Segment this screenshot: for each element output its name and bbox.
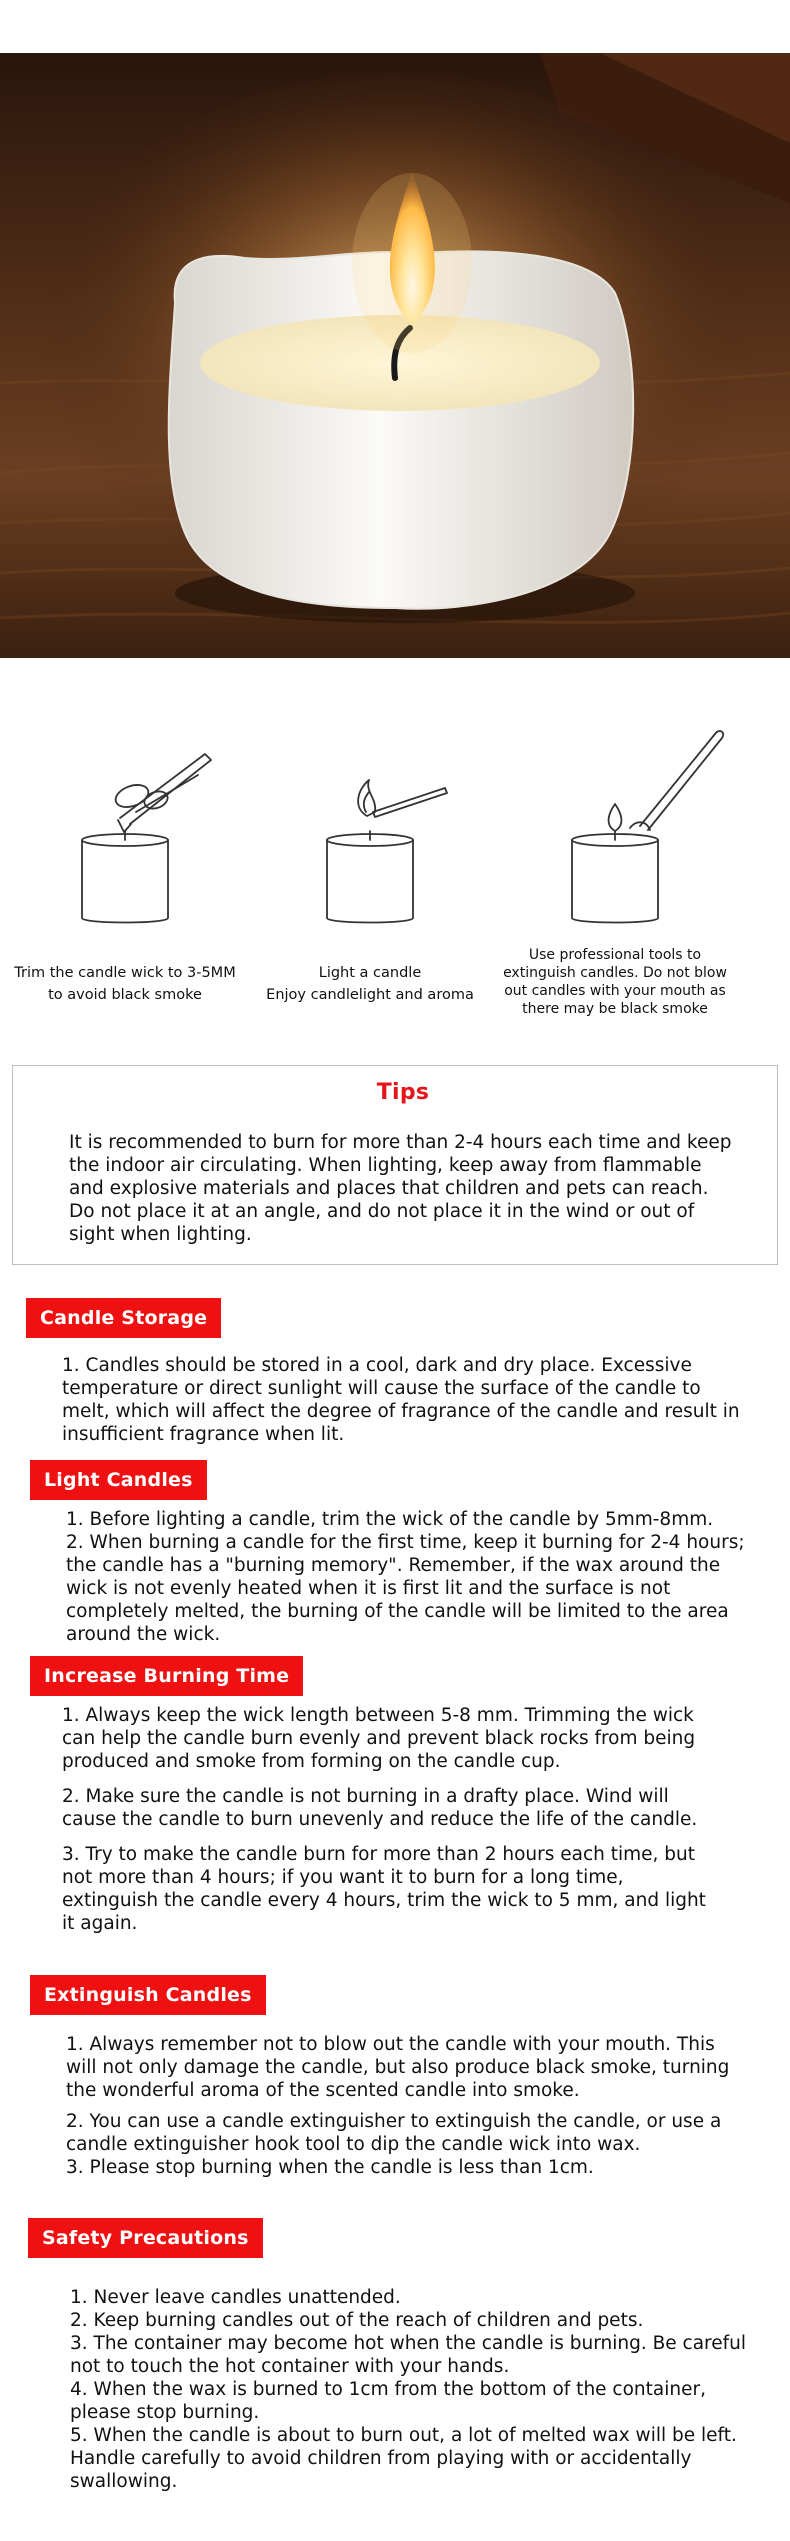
tips-box (12, 1065, 778, 1265)
tool-caption-line: extinguish candles. Do not blow (503, 965, 727, 981)
section-paragraph: 1. Always remember not to blow out the candle with your mouth. This will not only damage the candle, but also produce black smoke, turning the wonderful aroma of the scented candle into smoke. (66, 2034, 730, 2101)
section-candle-storage (0, 1298, 790, 1446)
tips-text: It is recommended to burn for more than 2-4 hours each time and keep the indoor air circulating. When lighting, keep away from flammable and explosive materials and places that children and pets can reach. Do not place it at an angle, and do not place it in the wind or out of sight when lighting. (69, 1132, 732, 1245)
section-body (66, 1508, 750, 1646)
section-paragraph: 1. Candles should be stored in a cool, dark and dry place. Excessive temperature or direct sunlight will cause the surface of the candle to melt, which will affect the degree of fragrance of the candle and result in insufficient fragrance when lit. (62, 1355, 740, 1445)
section-light-candles (0, 1460, 790, 1646)
section-title-badge: Extinguish Candles (30, 1975, 266, 2015)
section-paragraph: 2. Make sure the candle is not burning in a drafty place. Wind will cause the candle to burn unevenly and reduce the life of the candle. (62, 1786, 698, 1830)
candle-snuffer-icon (490, 720, 740, 940)
match-lighting-icon (245, 720, 495, 940)
tips-title: Tips (376, 1080, 430, 1105)
tool-caption-line: Enjoy candlelight and aroma (266, 987, 474, 1003)
section-body (62, 1354, 750, 1446)
tool-caption-line: out candles with your mouth as (504, 983, 726, 999)
section-title-badge: Candle Storage (26, 1298, 221, 1338)
section-body (66, 2033, 750, 2179)
section-body (70, 2286, 750, 2493)
usage-illustrations (0, 700, 790, 1040)
section-title-badge: Safety Precautions (28, 2218, 263, 2258)
section-body (62, 1704, 706, 1935)
tool-caption-line: there may be black smoke (522, 1001, 708, 1017)
section-paragraph: 3. Please stop burning when the candle is less than 1cm. (66, 2157, 594, 2178)
tool-trim-wick (0, 700, 250, 1040)
tool-caption-line: Light a candle (318, 965, 422, 981)
section-extinguish-candles (0, 1975, 790, 2179)
section-paragraph: 2. You can use a candle extinguisher to extinguish the candle, or use a candle extinguisher hook tool to dip the candle wick into wax. (66, 2111, 722, 2155)
section-paragraph: 3. The container may become hot when the candle is burning. Be careful not to touch the hot container with your hands. (70, 2333, 747, 2377)
section-title-badge: Light Candles (30, 1460, 207, 1500)
tool-extinguish (490, 700, 740, 1040)
tool-caption-line: Use professional tools to (528, 947, 702, 963)
tool-light-candle (245, 700, 495, 1040)
section-safety-precautions (0, 2218, 790, 2493)
hero-photo (0, 53, 790, 658)
wick-trimmer-icon (0, 720, 250, 940)
tool-caption-line: Trim the candle wick to 3-5MM (14, 965, 236, 981)
section-increase-burning-time (0, 1656, 790, 1935)
candle-photo (0, 53, 790, 658)
section-title-badge: Increase Burning Time (30, 1656, 303, 1696)
section-paragraph: 3. Try to make the candle burn for more than 2 hours each time, but not more than 4 hours; if you want it to burn for a long time, extinguish the candle every 4 hours, trim the wick to 5 mm, and light it again. (62, 1844, 706, 1934)
section-paragraph: 1. Never leave candles unattended. (70, 2287, 401, 2308)
section-paragraph: 5. When the candle is about to burn out, a lot of melted wax will be left. Handle carefully to avoid children from playing with or accidentally swallowing. (70, 2425, 737, 2492)
section-paragraph: 2. When burning a candle for the first time, keep it burning for 2-4 hours; the candle has a "burning memory". Remember, if the wax around the wick is not evenly heated when it is first lit and the surface is not completely melted, the burning of the candle will be limited to the area around the wick. (66, 1532, 745, 1645)
section-paragraph: 1. Always keep the wick length between 5-8 mm. Trimming the wick can help the candle burn evenly and prevent black rocks from being produced and smoke from forming on the candle cup. (62, 1705, 696, 1772)
section-paragraph: 4. When the wax is burned to 1cm from the bottom of the container, please stop burning. (70, 2379, 706, 2423)
section-paragraph: 1. Before lighting a candle, trim the wick of the candle by 5mm-8mm. (66, 1509, 714, 1530)
section-paragraph: 2. Keep burning candles out of the reach of children and pets. (70, 2310, 644, 2331)
tool-caption-line: to avoid black smoke (48, 987, 202, 1003)
